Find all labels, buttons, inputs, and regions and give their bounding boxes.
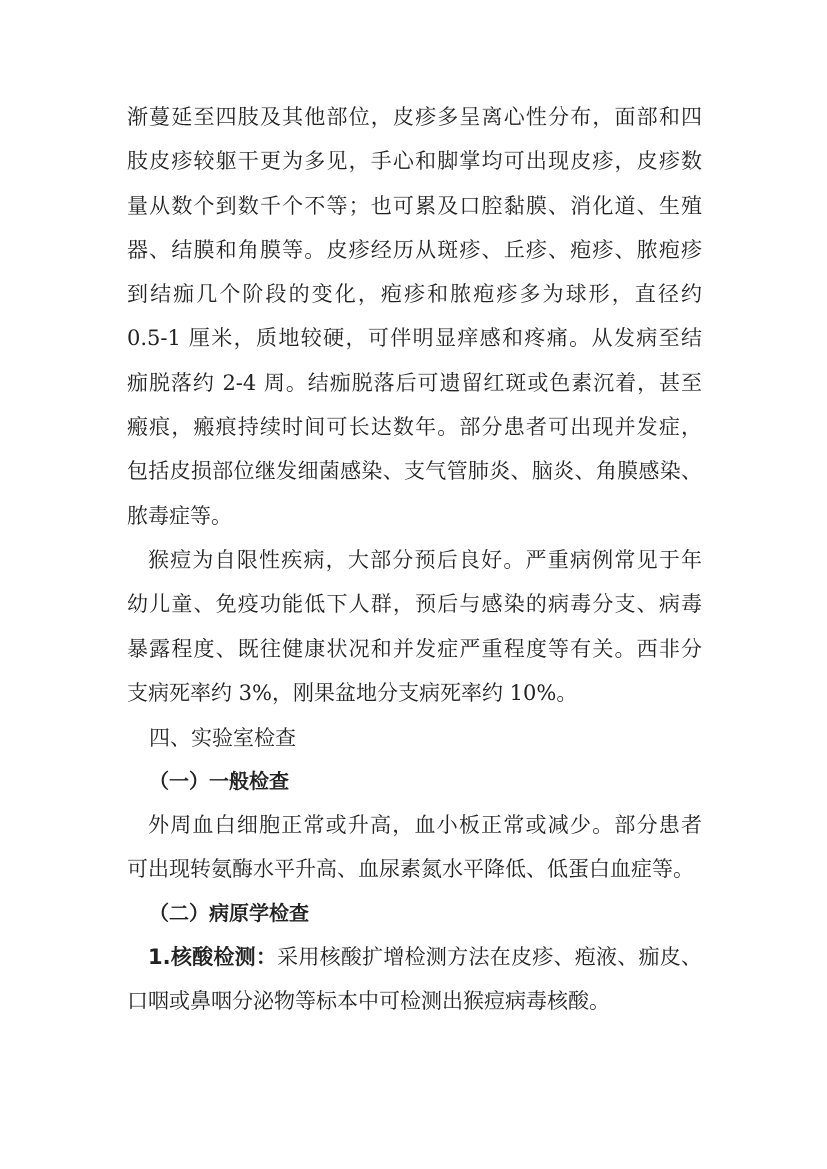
text-line: 器、结膜和角膜等。皮疹经历从斑疹、丘疹、疱疹、脓疱疹	[127, 237, 702, 262]
text-line: 量从数个到数千个不等；也可累及口腔黏膜、消化道、生殖	[127, 193, 702, 218]
subsection-heading-pathogen: （二）病原学检查	[149, 900, 309, 925]
item-label: 1.核酸检测：	[148, 944, 278, 969]
subsection-heading-general: （一）一般检查	[149, 769, 289, 794]
text-line: 脓毒症等。	[127, 503, 232, 528]
text-line: 痂脱落约 2-4 周。结痂脱落后可遗留红斑或色素沉着，甚至	[127, 370, 702, 395]
text-line	[127, 935, 702, 979]
paragraph-prognosis	[127, 538, 702, 715]
paragraph-nucleic-acid	[127, 935, 702, 1024]
text-line: 暴露程度、既往健康状况和并发症严重程度等有关。西非分	[127, 636, 702, 661]
text-line: 口咽或鼻咽分泌物等标本中可检测出猴痘病毒核酸。	[127, 989, 610, 1014]
document-page	[127, 95, 702, 1023]
text-line: 可出现转氨酶水平升高、血尿素氮水平降低、低蛋白血症等。	[127, 857, 694, 882]
text-line: 猴痘为自限性疾病，大部分预后良好。严重病例常见于年	[148, 547, 702, 572]
text-line: 肢皮疹较躯干更为多见，手心和脚掌均可出现皮疹，皮疹数	[127, 149, 702, 174]
text-line: 渐蔓延至四肢及其他部位，皮疹多呈离心性分布，面部和四	[127, 105, 702, 129]
text-line: 支病死率约 3%，刚果盆地分支病死率约 10%。	[127, 680, 578, 705]
item-text: 采用核酸扩增检测方法在皮疹、疱液、痂皮、	[277, 944, 703, 969]
text-line: 幼儿童、免疫功能低下人群，预后与感染的病毒分支、病毒	[127, 592, 702, 617]
paragraph-rash-description	[127, 95, 702, 538]
text-line: 0.5-1 厘米，质地较硬，可伴明显痒感和疼痛。从发病至结	[127, 326, 702, 351]
text-line: 瘢痕，瘢痕持续时间可长达数年。部分患者可出现并发症，	[127, 415, 702, 440]
text-line: 包括皮损部位继发细菌感染、支气管肺炎、脑炎、角膜感染、	[127, 459, 702, 484]
text-line: 外周血白细胞正常或升高，血小板正常或减少。部分患者	[148, 813, 702, 838]
paragraph-general-tests	[127, 803, 702, 892]
text-line: 到结痂几个阶段的变化，疱疹和脓疱疹多为球形，直径约	[127, 282, 702, 307]
section-heading-lab-tests: 四、实验室检查	[149, 726, 296, 751]
